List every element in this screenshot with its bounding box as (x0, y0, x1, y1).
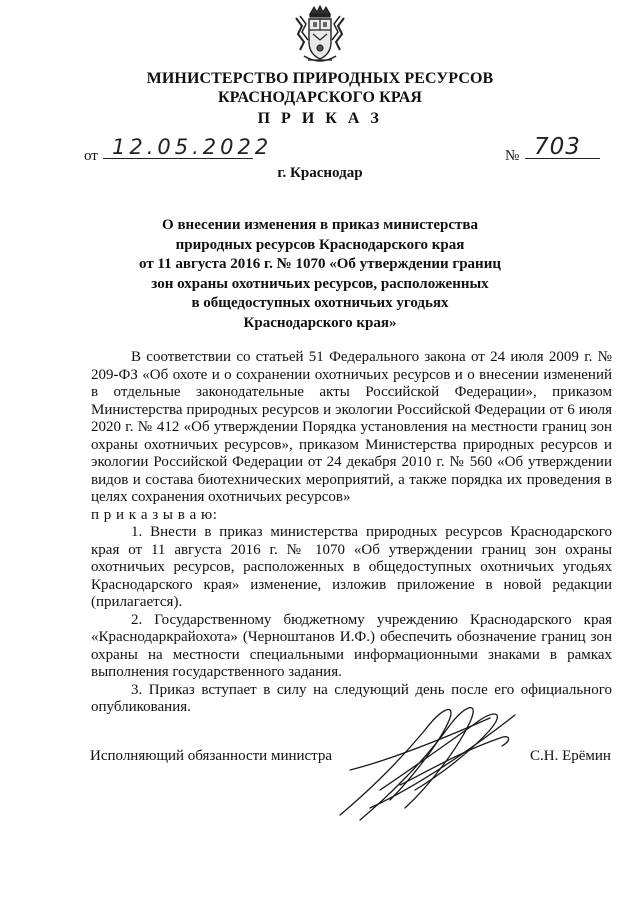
preamble-paragraph: В соответствии со статьей 51 Федерального закона от 24 июля 2009 г. № 209-ФЗ «Об охоте и о сохранении охотничьих ресурсов и о внесении изменений в отдельные законодательные акты Российской Федерации», приказом Министерства природных ресурсов и экологии Российской Федерации от 6 июля 2020 г. № 412 «Об утверждении Порядка установления на местности границ зон охраны охотничьих ресурсов», приказом Министерства природных ресурсов и экологии Российской Федерации от 24 декабря 2010 г. № 560 «Об утверждении видов и состава биотехнических мероприятий, а также порядка их проведения в целях сохранения охотничьих ресурсов» (91, 349, 612, 505)
document-type-title: П Р И К А З (257, 110, 383, 127)
subject-line: природных ресурсов Краснодарского края (175, 236, 465, 253)
order-word: п р и к а з ы в а ю: (91, 506, 218, 523)
order-item-2: 2. Государственному бюджетному учреждению Краснодарского края «Краснодаркрайохота» (Черноштанов И.Ф.) обеспечить обозначение границ зон охраны на местности специальными информационными знаками в рамках выполнения государственного задания. (91, 611, 612, 680)
order-body (91, 349, 612, 717)
subject-line: в общедоступных охотничьих угодьях (191, 295, 449, 311)
handwritten-signature-icon (330, 690, 530, 830)
order-number: 703 (534, 134, 581, 160)
ministry-name-line2: КРАСНОДАРСКОГО КРАЯ (217, 89, 423, 106)
order-subject (0, 216, 640, 333)
subject-line: зон охраны охотничьих ресурсов, расположенных (151, 275, 489, 292)
order-item-1: 1. Внести в приказ министерства природных ресурсов Краснодарского края от 11 августа 2016 г. № 1070 «Об утверждении границ зон охраны охотничьих ресурсов, расположенных в общедоступных охотничьих угодьях Краснодарского края» изменение, изложив приложение в новой редакции (прилагается). (91, 524, 612, 610)
subject-line: от 11 августа 2016 г. № 1070 «Об утверждении границ (139, 256, 501, 272)
signatory-name: С.Н. Ерёмин (530, 748, 611, 764)
signatory-position: Исполняющий обязанности министра (90, 748, 333, 764)
date-prefix: от (84, 148, 98, 164)
subject-line: О внесении изменения в приказ министерства (162, 217, 478, 233)
ministry-name-line1: МИНИСТЕРСТВО ПРИРОДНЫХ РЕСУРСОВ (146, 70, 494, 87)
order-date: 12.05.2022 (112, 135, 273, 159)
subject-line: Краснодарского края» (243, 314, 397, 331)
order-item-3: 3. Приказ вступает в силу на следующий день после его официального опубликования. (91, 681, 612, 715)
city: г. Краснодар (277, 165, 363, 181)
number-prefix: № (505, 148, 520, 164)
coat-of-arms-icon (292, 4, 348, 66)
